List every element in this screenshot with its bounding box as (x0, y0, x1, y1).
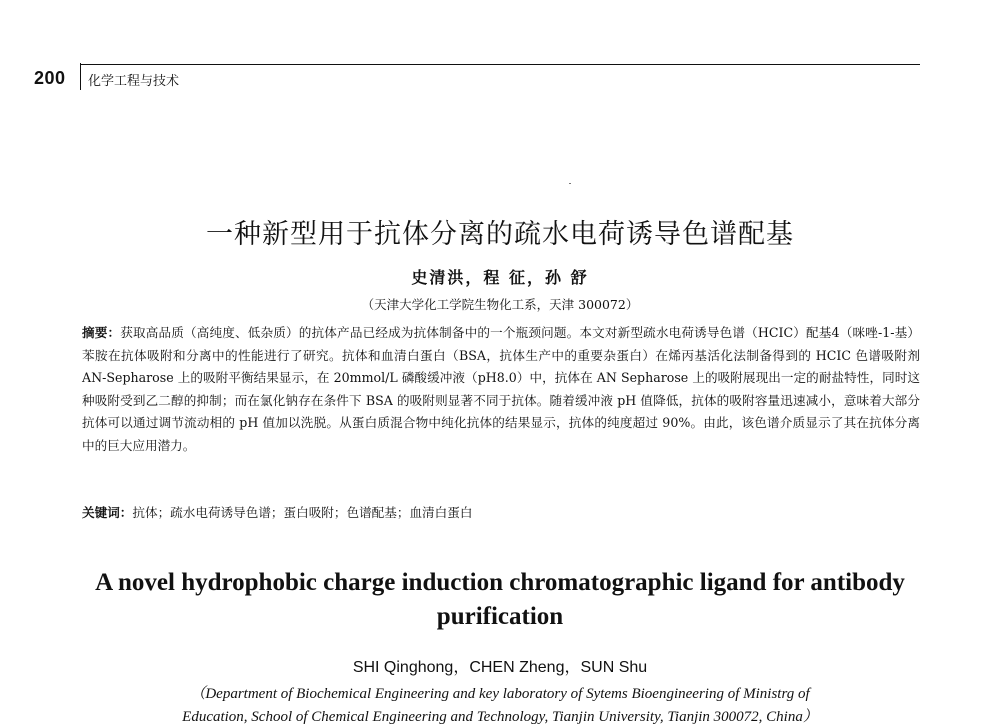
chinese-affiliation: （天津大学化工学院生物化工系，天津 300072） (361, 297, 639, 312)
chinese-title: 一种新型用于抗体分离的疏水电荷诱导色谱配基 (206, 219, 794, 250)
header-rule (80, 64, 920, 65)
scan-speck (569, 183, 571, 184)
abstract-label: 摘要： (82, 325, 121, 340)
chinese-abstract (82, 322, 920, 457)
english-authors: SHI Qinghong，CHEN Zheng，SUN Shu (352, 659, 648, 676)
keywords-label: 关键词： (82, 505, 133, 520)
page-number: 200 (34, 68, 66, 88)
keywords-text: 抗体；疏水电荷诱导色谱；蛋白吸附；色谱配基；血清白蛋白 (132, 505, 473, 520)
journal-name: 化学工程与技术 (88, 74, 180, 89)
chinese-authors: 史清洪，程 征，孙 舒 (411, 268, 589, 287)
english-title: A novel hydrophobic charge induction chromatographic ligand for antibody purification (95, 569, 905, 630)
header-divider-vertical (80, 63, 81, 90)
chinese-keywords (82, 502, 920, 524)
english-affiliation-continued: Education, School of Chemical Engineering and Technology, Tianjin University, Tianjin 300072, China） (182, 709, 818, 725)
english-affiliation: （Department of Biochemical Engineering and key laboratory of Sytems Bioengineering of Ministrg of (190, 686, 810, 702)
abstract-text: 获取高品质（高纯度、低杂质）的抗体产品已经成为抗体制备中的一个瓶颈问题。本文对新型疏水电荷诱导色谱（HCIC）配基4（咪唑-1-基）苯胺在抗体吸附和分离中的性能进行了研究。抗体和血清白蛋白（BSA，抗体生产中的重要杂蛋白）在烯丙基活化法制备得到的 HCIC 色谱吸附剂 AN-Sepharose 上的吸附平衡结果显示，在 20mmol/L 磷酸缓冲液（pH8.0）中，抗体在 AN Sepharose 上的吸附展现出一定的耐盐特性，同时这种吸附受到乙二醇的抑制；而在氯化钠存在条件下 BSA 的吸附则显著不同于抗体。随着缓冲液 pH 值降低，抗体的吸附容量迅速减小，意味着大部分抗体可以通过调节流动相的 pH 值加以洗脱。从蛋白质混合物中纯化抗体的结果显示，抗体的纯度超过 90%。由此，该色谱介质显示了其在抗体分离中的巨大应用潜力。 (82, 325, 921, 453)
